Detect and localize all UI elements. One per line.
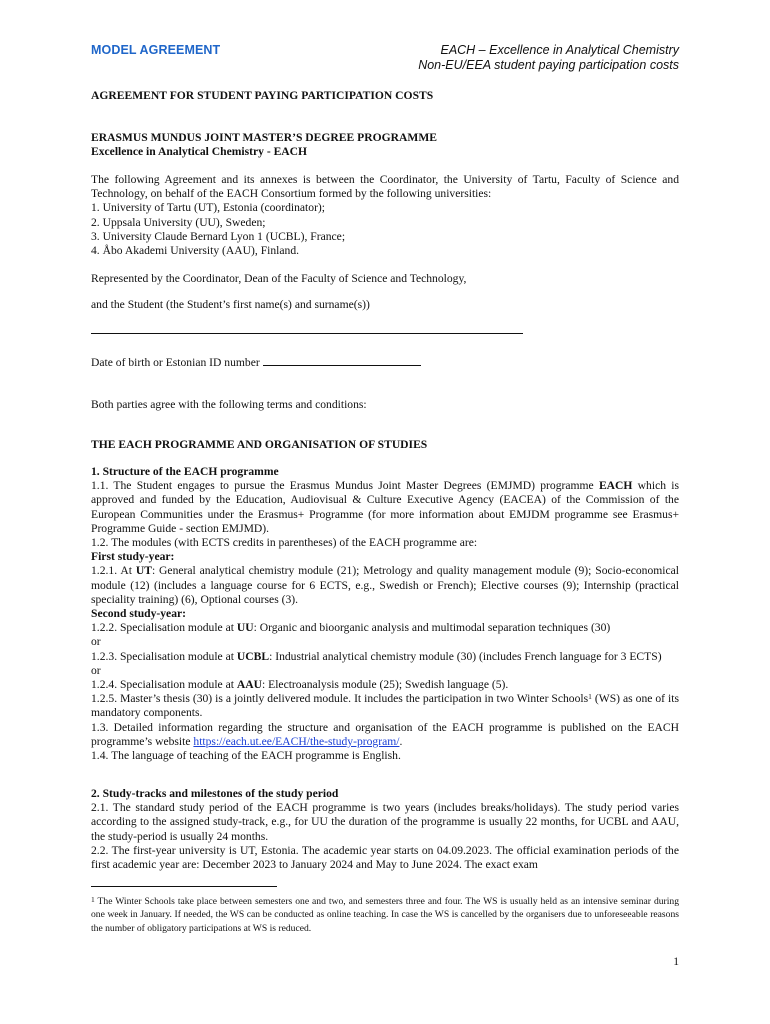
dob-row (91, 356, 679, 370)
s1-p123: 1.2.3. Specialisation module at UCBL: Industrial analytical chemistry module (30) (includes French language for 3 ECTS) (91, 649, 662, 663)
section-title: THE EACH PROGRAMME AND ORGANISATION OF STUDIES (91, 438, 428, 451)
s1-p11: 1.1. The Student engages to pursue the Erasmus Mundus Joint Master Degrees (EMJMD) programme EACH which is approved and funded by the Education, Audiovisual & Culture Executive Agency (EACEA) of the Commission of the European Communities under the Erasmus+ Programme (for more information about EMJDM programme see Erasmus+ Programme Guide - section EMJMD). (91, 479, 679, 535)
page-number: 1 (673, 955, 679, 968)
header-model-agreement: MODEL AGREEMENT (91, 43, 221, 57)
s2-p22: 2.2. The first-year university is UT, Estonia. The academic year starts on 04.09.2023. The official examination periods of the first academic year are: December 2023 to January 2024 and May to June 2024. The exact exam (91, 843, 679, 872)
programme-line1: ERASMUS MUNDUS JOINT MASTER’S DEGREE PROGRAMME (91, 131, 438, 144)
s1-p124: 1.2.4. Specialisation module at AAU: Electroanalysis module (25); Swedish language (5). (91, 678, 509, 692)
student-name-label: and the Student (the Student’s first name(s) and surname(s)) (91, 298, 370, 311)
section-2 (91, 787, 679, 872)
first-year-heading: First study-year: (91, 550, 175, 564)
footnote-ref: 1 (588, 692, 592, 702)
represented-text: Represented by the Coordinator, Dean of the Faculty of Science and Technology, (91, 272, 467, 285)
or-text: or (91, 663, 101, 677)
footnote-text: The Winter Schools take place between semesters one and two, and semesters three and four. The WS is usually held as an intensive seminar during one week in January. If needed, the WS can be conducted as online teaching. In case the WS is cancelled by the organisers due to unforeseeable reasons the number of obligatory participations at WS is reduced. (91, 896, 679, 934)
intro-text: The following Agreement and its annexes is between the Coordinator, the University of Tartu, Faculty of Science and Technology, on behalf of the EACH Consortium formed by the following universities: (91, 173, 679, 201)
intro-paragraph (91, 173, 679, 258)
programme-heading (91, 131, 679, 159)
university-item: 3. University Claude Bernard Lyon 1 (UCBL), France; (91, 229, 346, 243)
or-text: or (91, 635, 101, 649)
each-programme-link[interactable]: https://each.ut.ee/EACH/the-study-program/ (193, 734, 400, 748)
s1-p122: 1.2.2. Specialisation module at UU: Organic and bioorganic analysis and multimodal separation techniques (30) (91, 621, 611, 635)
s1-p14: 1.4. The language of teaching of the EACH programme is English. (91, 749, 401, 763)
university-item: 2. Uppsala University (UU), Sweden; (91, 215, 266, 229)
second-year-heading: Second study-year: (91, 607, 187, 621)
header-right-line1: EACH – Excellence in Analytical Chemistry (440, 43, 679, 57)
section-1 (91, 465, 679, 763)
footnote-divider (91, 886, 277, 887)
footnote (91, 895, 679, 935)
student-name-blank[interactable] (91, 324, 679, 338)
university-item: 4. Åbo Akademi University (AAU), Finland. (91, 244, 300, 258)
s1-p13: 1.3. Detailed information regarding the structure and organisation of the EACH programme is published on the EACH programme’s website https://each.ut.ee/EACH/the-study-program/. (91, 720, 679, 748)
s1-heading: 1. Structure of the EACH programme (91, 465, 279, 478)
university-item: 1. University of Tartu (UT), Estonia (coordinator); (91, 201, 326, 215)
dob-blank[interactable] (263, 356, 421, 366)
header-right-line2: Non-EU/EEA student paying participation costs (418, 58, 679, 72)
s2-p21: 2.1. The standard study period of the EACH programme is two years (includes breaks/holidays). The study period varies according to the assigned study-track, e.g., for UU the duration of the programme is usually 22 months, for UCBL and AAU, the study-period is usually 24 months. (91, 801, 679, 843)
agree-text: Both parties agree with the following terms and conditions: (91, 398, 367, 411)
s1-p125: 1.2.5. Master’s thesis (30) is a jointly delivered module. It includes the participation in two Winter Schools$^1$ (WS) as one of its mandatory components. (91, 692, 679, 720)
programme-line2: Excellence in Analytical Chemistry - EACH (91, 145, 308, 159)
footnote-mark: 1 (91, 895, 95, 904)
header-programme-info (418, 43, 679, 73)
s1-p12: 1.2. The modules (with ECTS credits in parentheses) of the EACH programme are: (91, 536, 478, 550)
agreement-title: AGREEMENT FOR STUDENT PAYING PARTICIPATION COSTS (91, 89, 434, 102)
dob-label: Date of birth or Estonian ID number (91, 356, 260, 369)
s2-heading: 2. Study-tracks and milestones of the study period (91, 787, 339, 800)
s1-p121: 1.2.1. At UT: General analytical chemistry module (21); Metrology and quality management module (9); Socio-economical module (12) (includes a language course for 6 ECTS, e.g., Swedish or French); Elective courses (9); Internship (practical speciality training) (6), Optional courses (3). (91, 564, 679, 606)
